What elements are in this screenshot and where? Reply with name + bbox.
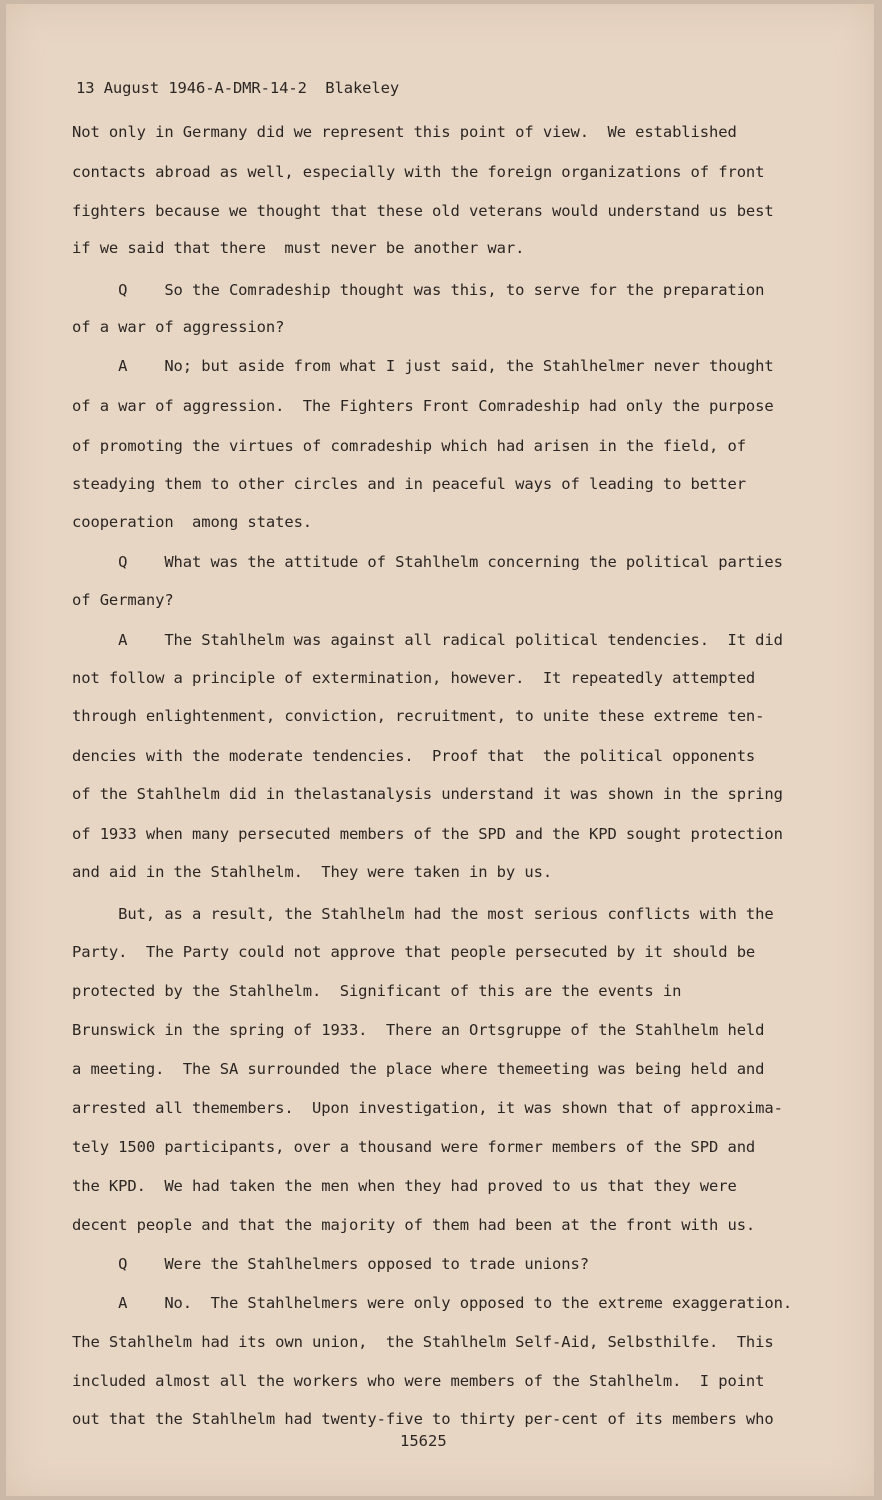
text-line: fighters because we thought that these old veterans would understand us best <box>72 202 774 220</box>
text-line: Q So the Comradeship thought was this, to serve for the preparation <box>72 281 765 299</box>
text-line: Brunswick in the spring of 1933. There an Ortsgruppe of the Stahlhelm held <box>72 1021 765 1039</box>
text-line: But, as a result, the Stahlhelm had the most serious conflicts with the <box>72 905 774 923</box>
text-line: of Germany? <box>72 591 174 609</box>
text-line: A The Stahlhelm was against all radical political tendencies. It did <box>72 631 783 649</box>
text-line: cooperation among states. <box>72 513 313 531</box>
text-line: the KPD. We had taken the men when they had proved to us that they were <box>72 1177 737 1195</box>
text-line: of the Stahlhelm did in thelastanalysis understand it was shown in the spring <box>72 785 783 803</box>
text-line: through enlightenment, conviction, recruitment, to unite these extreme ten- <box>72 707 765 725</box>
document-header: 13 August 1946-A-DMR-14-2 Blakeley <box>76 79 400 97</box>
document-page <box>6 4 874 1496</box>
text-line: of a war of aggression? <box>72 318 285 336</box>
text-line: out that the Stahlhelm had twenty-five to thirty per-cent of its members who <box>72 1410 774 1428</box>
text-line: The Stahlhelm had its own union, the Stahlhelm Self-Aid, Selbsthilfe. This <box>72 1333 774 1351</box>
text-line: of promoting the virtues of comradeship which had arisen in the field, of <box>72 437 746 455</box>
text-line: protected by the Stahlhelm. Significant of this are the events in <box>72 982 682 1000</box>
text-line: contacts abroad as well, especially with the foreign organizations of front <box>72 163 765 181</box>
text-line: tely 1500 participants, over a thousand were former members of the SPD and <box>72 1138 756 1156</box>
text-line: Q Were the Stahlhelmers opposed to trade unions? <box>72 1255 589 1273</box>
text-line: of 1933 when many persecuted members of the SPD and the KPD sought protection <box>72 825 783 843</box>
text-line: A No. The Stahlhelmers were only opposed to the extreme exaggeration. <box>72 1294 793 1312</box>
text-line: arrested all themembers. Upon investigation, it was shown that of approxima- <box>72 1099 783 1117</box>
text-line: dencies with the moderate tendencies. Proof that the political opponents <box>72 747 756 765</box>
text-line: and aid in the Stahlhelm. They were taken in by us. <box>72 863 553 881</box>
text-line: a meeting. The SA surrounded the place where themeeting was being held and <box>72 1060 765 1078</box>
text-line: Not only in Germany did we represent this point of view. We established <box>72 123 737 141</box>
text-line: Party. The Party could not approve that people persecuted by it should be <box>72 943 756 961</box>
text-line: included almost all the workers who were members of the Stahlhelm. I point <box>72 1372 765 1390</box>
text-line: decent people and that the majority of them had been at the front with us. <box>72 1216 756 1234</box>
text-line: Q What was the attitude of Stahlhelm concerning the political parties <box>72 553 783 571</box>
text-line: of a war of aggression. The Fighters Front Comradeship had only the purpose <box>72 397 774 415</box>
text-line: if we said that there must never be another war. <box>72 239 525 257</box>
page-number: 15625 <box>400 1432 447 1450</box>
text-line: steadying them to other circles and in peaceful ways of leading to better <box>72 475 746 493</box>
text-line: not follow a principle of extermination, however. It repeatedly attempted <box>72 669 756 687</box>
text-line: A No; but aside from what I just said, the Stahlhelmer never thought <box>72 357 774 375</box>
